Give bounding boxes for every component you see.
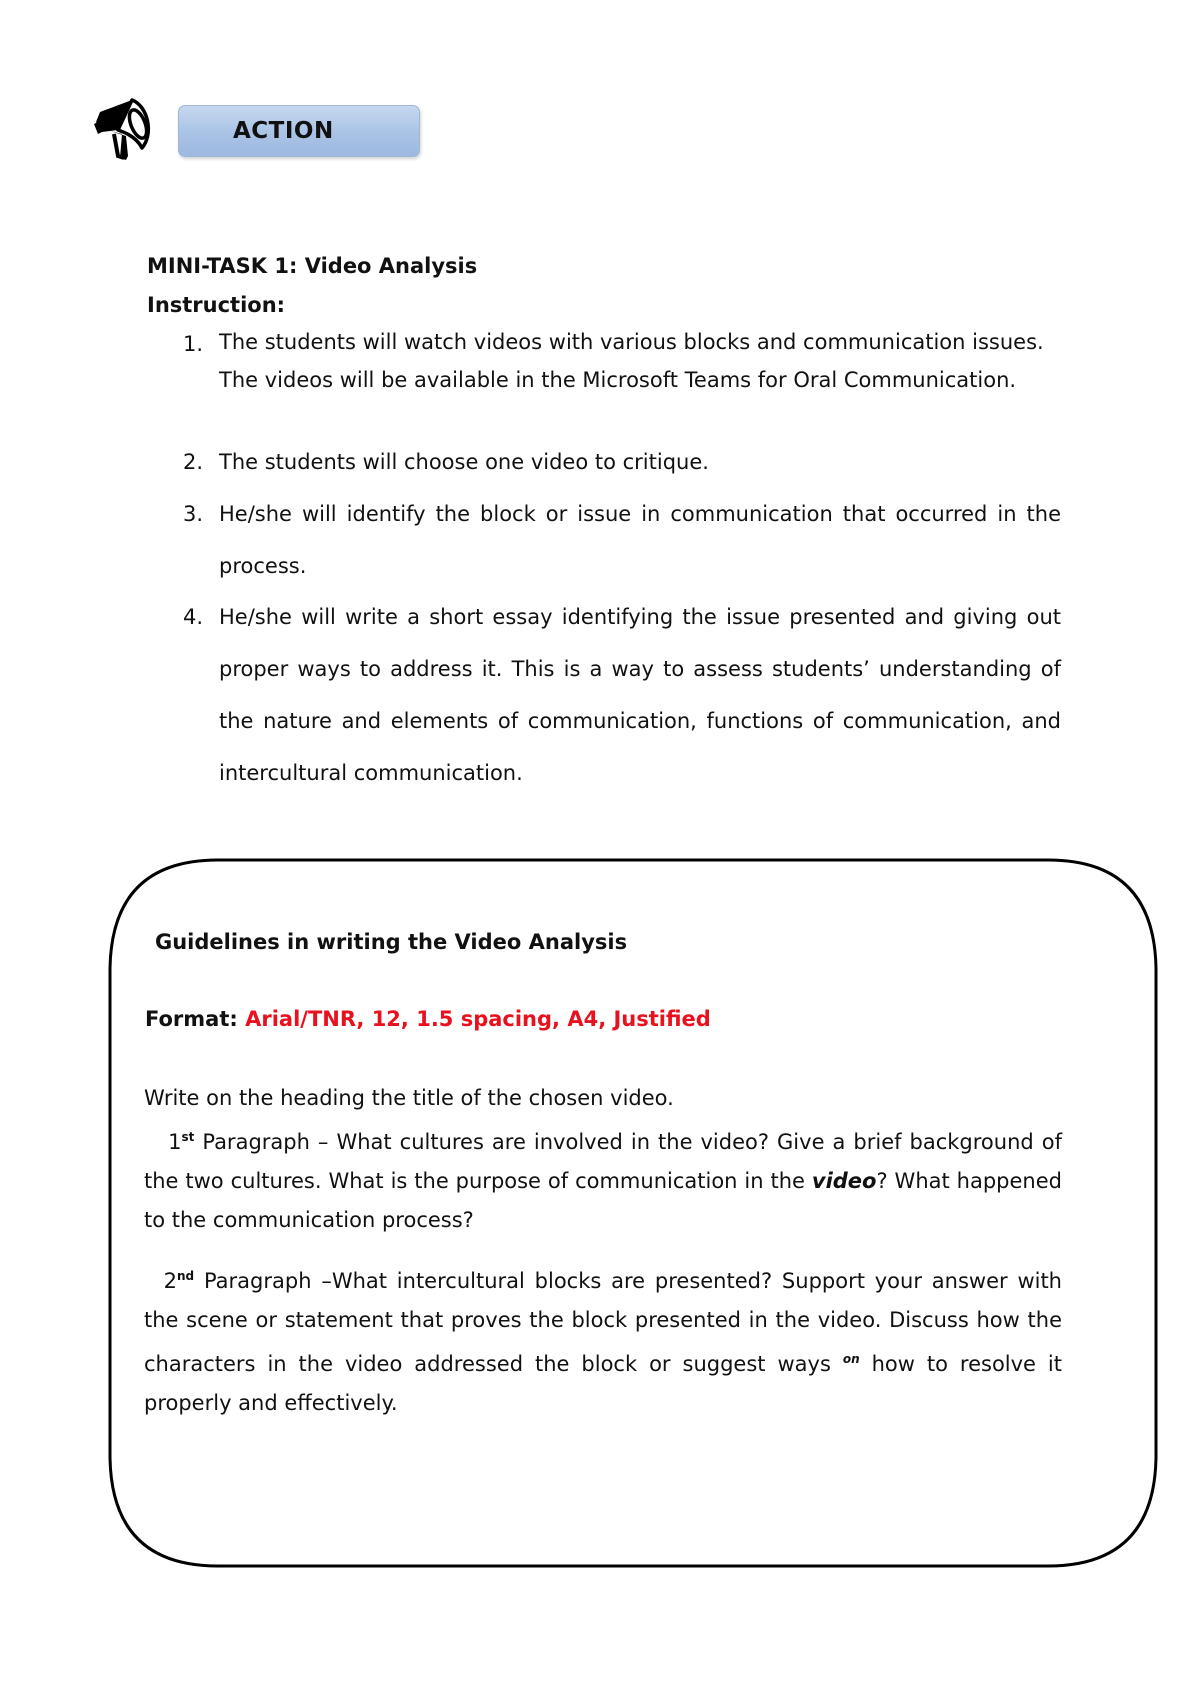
- guidelines-title: Guidelines in writing the Video Analysis: [155, 930, 628, 954]
- p1-number: 1: [168, 1130, 182, 1154]
- paragraph-1-guideline: [144, 1118, 1062, 1240]
- action-badge: [178, 105, 420, 157]
- list-item-text: The students will watch videos with various blocks and communication issues. The videos will be available in the Microsoft Teams for Oral Communication.: [219, 330, 1044, 392]
- format-label: Format:: [145, 1007, 238, 1031]
- p1-ordinal: st: [181, 1130, 195, 1144]
- action-label: ACTION: [233, 118, 334, 144]
- p2-number: 2: [163, 1269, 177, 1293]
- list-item-text: He/she will identify the block or issue in communication that occurred in the process.: [219, 502, 1061, 578]
- p2-text-b: how to resolve it properly and effectively.: [144, 1352, 1063, 1415]
- list-item-number: 1.: [183, 332, 204, 356]
- list-item-number: 3.: [183, 502, 204, 526]
- list-item-number: 4.: [183, 605, 204, 629]
- instruction-label: Instruction:: [147, 293, 286, 317]
- p2-text-a: Paragraph –What intercultural blocks are presented? Support your answer with the scene or statement that proves the block presented in the video. Discuss how the characters in the video addressed the block or suggest ways: [144, 1269, 1062, 1376]
- megaphone-icon: [92, 94, 158, 164]
- format-line: [145, 1007, 711, 1031]
- list-item-text: The students will choose one video to critique.: [219, 450, 709, 474]
- p2-ordinal: nd: [177, 1269, 195, 1283]
- p1-text-b: ? What happened to the communication process?: [144, 1169, 1062, 1232]
- list-item-number: 2.: [183, 450, 204, 474]
- heading-note-text: Write on the heading the title of the chosen video.: [144, 1086, 674, 1110]
- list-item-text: He/she will write a short essay identifying the issue presented and giving out proper ways to address it. This is a way to assess students’ understanding of the nature and elements of communication, functions of communication, and intercultural communication.: [219, 605, 1061, 785]
- task-title: MINI-TASK 1: Video Analysis: [147, 254, 478, 278]
- heading-note: [144, 1079, 1062, 1118]
- format-value: Arial/TNR, 12, 1.5 spacing, A4, Justified: [245, 1007, 711, 1031]
- p1-emphasis: video: [811, 1169, 877, 1193]
- p2-stray-mark: on: [842, 1352, 860, 1366]
- paragraph-2-guideline: [144, 1257, 1062, 1423]
- p1-text-a: Paragraph – What cultures are involved in the video? Give a brief background of the two cultures. What is the purpose of communication in the: [144, 1130, 1062, 1193]
